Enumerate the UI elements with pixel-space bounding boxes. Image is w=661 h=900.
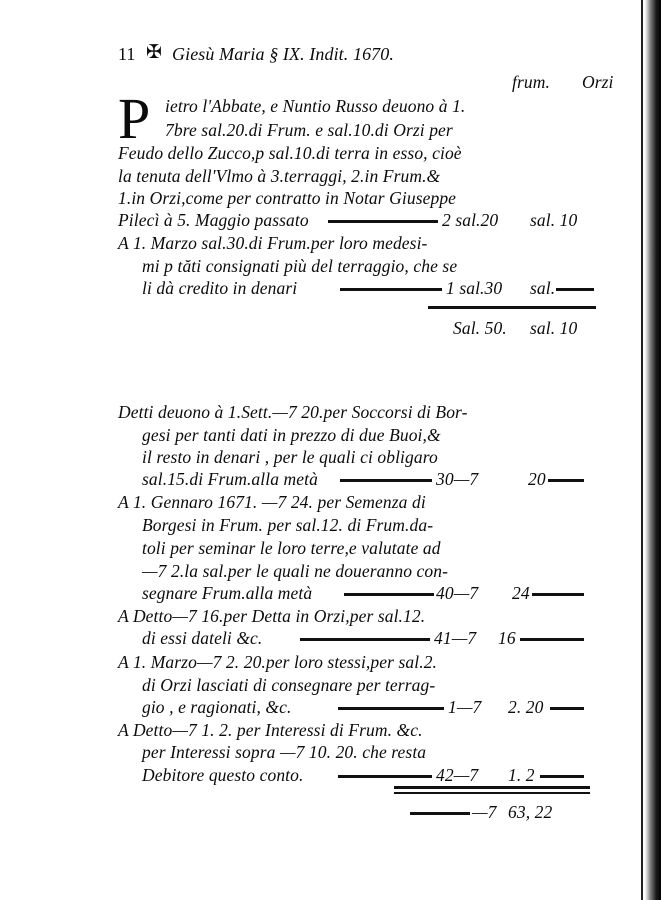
entry1-frum-amount: 2 sal.20 [442, 210, 499, 230]
credit-line-3: li dà credito in denari [142, 278, 298, 298]
entry1-line-4: la tenuta dell'Vlmo à 3.terraggi, 2.in Frum.& [118, 166, 441, 186]
entry1-orzi-amount: sal. 10 [530, 210, 578, 230]
entry1-line-2: 7bre sal.20.di Frum. e sal.10.di Orzi per [165, 120, 453, 140]
entry2-line-1: Detti deuono à 1.Sett.—7 20.per Soccorsi di Bor- [118, 402, 468, 422]
item4-amount: 1—7 [448, 697, 482, 717]
sum-rule [394, 792, 590, 794]
item3-line-2: di essi dateli &c. [142, 628, 263, 648]
entry1-line-5: 1.in Orzi,come per contratto in Notar Giuseppe [118, 188, 457, 208]
item5-amount: 42—7 [436, 765, 479, 785]
entry1-total-orzi: sal. 10 [530, 318, 578, 338]
page-title: Giesù Maria § IX. Indit. 1670. [172, 44, 394, 64]
item2-line-1: A 1. Gennaro 1671. —7 24. per Semenza di [118, 492, 426, 512]
leader-rule [340, 479, 432, 482]
leader-rule [328, 220, 438, 223]
leader-rule [338, 775, 432, 778]
leader-rule [540, 775, 584, 778]
page-edge-shadow [645, 0, 661, 900]
column-header-frum: frum. [512, 72, 550, 92]
entry2-total-amount: —7 [472, 802, 497, 822]
item4-line-2: di Orzi lasciati di consegnare per terrag- [142, 675, 436, 695]
item5-line-3: Debitore questo conto. [142, 765, 304, 785]
entry1-total-frum: Sal. 50. [453, 318, 507, 338]
entry2-line-2: gesi per tanti dati in prezzo di due Buoi,& [142, 425, 441, 445]
leader-rule [338, 707, 444, 710]
leader-rule [556, 288, 594, 291]
credit-orzi-amount: sal. [530, 278, 556, 298]
sum-rule [394, 786, 590, 789]
leader-rule [532, 593, 584, 596]
item5-line-2: per Interessi sopra —7 10. 20. che resta [142, 742, 427, 762]
item2-line-4: —7 2.la sal.per le quali ne doueranno con- [142, 561, 449, 581]
item2-right: 24 [512, 583, 530, 603]
sum-rule [428, 306, 596, 309]
item5-line-1: A Detto—7 1. 2. per Interessi di Frum. &c. [118, 720, 423, 740]
entry2-line4-amount: 30—7 [436, 469, 479, 489]
entry1-line-6: Pilecì à 5. Maggio passato [118, 210, 309, 230]
item3-right: 16 [498, 628, 516, 648]
credit-line-1: A 1. Marzo sal.30.di Frum.per loro medesi- [118, 233, 428, 253]
credit-frum-amount: 1 sal.30 [446, 278, 503, 298]
leader-rule [340, 288, 442, 291]
item3-amount: 41—7 [434, 628, 477, 648]
entry2-line4-right: 20 [528, 469, 546, 489]
item2-line-3: toli per seminar le loro terre,e valutate ad [142, 538, 441, 558]
page-number: 11 [118, 44, 136, 64]
item4-line-3: gio , e ragionati, &c. [142, 697, 292, 717]
leader-rule [410, 812, 470, 815]
entry2-line-4: sal.15.di Frum.alla metà [142, 469, 318, 489]
credit-line-2: mi p tăti consignati più del terraggio, che se [142, 256, 458, 276]
entry2-total-right: 63, 22 [508, 802, 553, 822]
item5-right: 1. 2 [508, 765, 535, 785]
entry1-line-1: ietro l'Abbate, e Nuntio Russo deuono à 1. [165, 96, 466, 116]
column-header-orzi: Orzi [582, 72, 614, 92]
leader-rule [344, 593, 434, 596]
entry1-line-3: Feudo dello Zucco,p sal.10.di terra in esso, cioè [118, 143, 462, 163]
item4-right: 2. 20 [508, 697, 544, 717]
item2-line-5: segnare Frum.alla metà [142, 583, 313, 603]
item2-amount: 40—7 [436, 583, 479, 603]
leader-rule [548, 479, 584, 482]
item4-line-1: A 1. Marzo—7 2. 20.per loro stessi,per sal.2. [118, 652, 438, 672]
item3-line-1: A Detto—7 16.per Detta in Orzi,per sal.12. [118, 606, 426, 626]
entry2-line-3: il resto in denari , per le quali ci obligaro [142, 447, 438, 467]
leader-rule [550, 707, 584, 710]
leader-rule [300, 638, 430, 641]
page-edge-line [641, 0, 643, 900]
item2-line-2: Borgesi in Frum. per sal.12. di Frum.da- [142, 515, 434, 535]
leader-rule [520, 638, 584, 641]
cross-ornament-icon: ✠ [146, 42, 163, 63]
drop-cap-initial: P [118, 86, 151, 151]
